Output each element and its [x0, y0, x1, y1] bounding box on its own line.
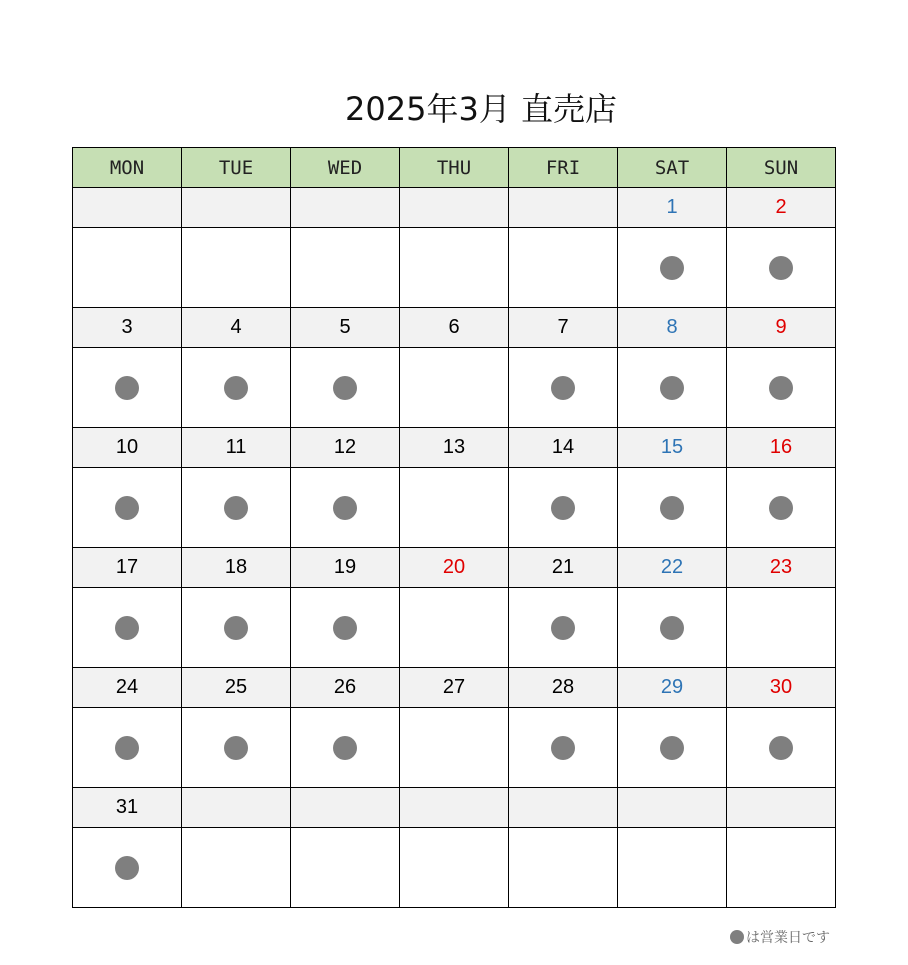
date-cell [73, 588, 182, 668]
open-day-dot-icon [551, 736, 575, 760]
legend [730, 927, 830, 947]
weekday-fri: FRI [509, 148, 618, 188]
date-cell [618, 468, 727, 548]
date-number: 3 [73, 308, 182, 348]
date-number: 2 [727, 188, 836, 228]
date-number [73, 188, 182, 228]
date-number: 25 [182, 668, 291, 708]
date-number: 21 [509, 548, 618, 588]
date-cell [73, 228, 182, 308]
date-number: 13 [400, 428, 509, 468]
legend-text: は営業日です [746, 930, 830, 946]
date-cell [509, 828, 618, 908]
date-cell [182, 348, 291, 428]
date-cell [727, 228, 836, 308]
open-day-dot-icon [769, 496, 793, 520]
date-number: 14 [509, 428, 618, 468]
date-number [400, 788, 509, 828]
weekday-sat: SAT [618, 148, 727, 188]
date-cell [509, 708, 618, 788]
date-cell [182, 828, 291, 908]
date-cell [727, 468, 836, 548]
date-number [291, 788, 400, 828]
date-number: 9 [727, 308, 836, 348]
open-day-dot-icon [769, 736, 793, 760]
date-number: 22 [618, 548, 727, 588]
open-day-dot-icon [224, 616, 248, 640]
date-cell [509, 588, 618, 668]
date-cell [618, 348, 727, 428]
weekday-mon: MON [73, 148, 182, 188]
date-cell [400, 348, 509, 428]
date-number: 23 [727, 548, 836, 588]
date-cell [400, 588, 509, 668]
date-cell [73, 828, 182, 908]
date-cell [727, 828, 836, 908]
date-number: 28 [509, 668, 618, 708]
date-number: 11 [182, 428, 291, 468]
date-number-row [73, 428, 836, 468]
open-day-dot-icon [551, 376, 575, 400]
date-number: 8 [618, 308, 727, 348]
date-status-row [73, 588, 836, 668]
open-day-dot-icon [224, 376, 248, 400]
date-number-row [73, 308, 836, 348]
date-number: 5 [291, 308, 400, 348]
weekday-sun: SUN [727, 148, 836, 188]
date-number [509, 188, 618, 228]
calendar-grid [72, 147, 836, 908]
date-number [727, 788, 836, 828]
date-cell [73, 468, 182, 548]
weekday-header-row [73, 148, 836, 188]
open-day-dot-icon [333, 736, 357, 760]
date-cell [291, 468, 400, 548]
date-cell [291, 828, 400, 908]
date-number-row [73, 548, 836, 588]
date-cell [618, 708, 727, 788]
date-number [182, 188, 291, 228]
date-cell [291, 708, 400, 788]
date-cell [400, 828, 509, 908]
date-number [618, 788, 727, 828]
date-number: 24 [73, 668, 182, 708]
date-cell [400, 468, 509, 548]
open-day-dot-icon [730, 930, 744, 944]
date-number: 27 [400, 668, 509, 708]
calendar-title: 2025年3月 直売店 [345, 90, 617, 128]
date-number: 10 [73, 428, 182, 468]
date-status-row [73, 468, 836, 548]
date-cell [291, 588, 400, 668]
date-number: 29 [618, 668, 727, 708]
date-cell [182, 708, 291, 788]
date-status-row [73, 348, 836, 428]
weekday-tue: TUE [182, 148, 291, 188]
date-cell [618, 828, 727, 908]
open-day-dot-icon [224, 496, 248, 520]
date-number: 15 [618, 428, 727, 468]
open-day-dot-icon [115, 496, 139, 520]
calendar-weeks [73, 188, 836, 908]
date-cell [291, 228, 400, 308]
date-number-row [73, 788, 836, 828]
date-number [509, 788, 618, 828]
date-number: 30 [727, 668, 836, 708]
date-cell [182, 228, 291, 308]
date-cell [727, 708, 836, 788]
date-cell [509, 348, 618, 428]
date-number: 7 [509, 308, 618, 348]
open-day-dot-icon [551, 616, 575, 640]
date-number: 6 [400, 308, 509, 348]
open-day-dot-icon [333, 496, 357, 520]
date-cell [73, 348, 182, 428]
open-day-dot-icon [660, 376, 684, 400]
open-day-dot-icon [115, 616, 139, 640]
open-day-dot-icon [660, 736, 684, 760]
date-cell [182, 588, 291, 668]
date-number: 19 [291, 548, 400, 588]
date-cell [509, 228, 618, 308]
date-number: 12 [291, 428, 400, 468]
open-day-dot-icon [333, 376, 357, 400]
date-number [291, 188, 400, 228]
date-number: 20 [400, 548, 509, 588]
open-day-dot-icon [769, 256, 793, 280]
date-status-row [73, 708, 836, 788]
date-number: 4 [182, 308, 291, 348]
date-cell [727, 588, 836, 668]
open-day-dot-icon [115, 856, 139, 880]
date-cell [618, 228, 727, 308]
open-day-dot-icon [333, 616, 357, 640]
open-day-dot-icon [660, 256, 684, 280]
open-day-dot-icon [224, 736, 248, 760]
date-number: 16 [727, 428, 836, 468]
date-cell [618, 588, 727, 668]
date-cell [727, 348, 836, 428]
open-day-dot-icon [115, 736, 139, 760]
weekday-thu: THU [400, 148, 509, 188]
open-day-dot-icon [769, 376, 793, 400]
date-cell [509, 468, 618, 548]
date-cell [73, 708, 182, 788]
open-day-dot-icon [660, 496, 684, 520]
date-status-row [73, 228, 836, 308]
date-cell [291, 348, 400, 428]
date-number: 17 [73, 548, 182, 588]
date-cell [400, 708, 509, 788]
date-number [400, 188, 509, 228]
date-number: 26 [291, 668, 400, 708]
date-number-row [73, 188, 836, 228]
date-status-row [73, 828, 836, 908]
date-cell [182, 468, 291, 548]
open-day-dot-icon [551, 496, 575, 520]
date-number: 18 [182, 548, 291, 588]
date-cell [400, 228, 509, 308]
date-number: 1 [618, 188, 727, 228]
open-day-dot-icon [660, 616, 684, 640]
date-number [182, 788, 291, 828]
date-number-row [73, 668, 836, 708]
date-number: 31 [73, 788, 182, 828]
weekday-wed: WED [291, 148, 400, 188]
open-day-dot-icon [115, 376, 139, 400]
